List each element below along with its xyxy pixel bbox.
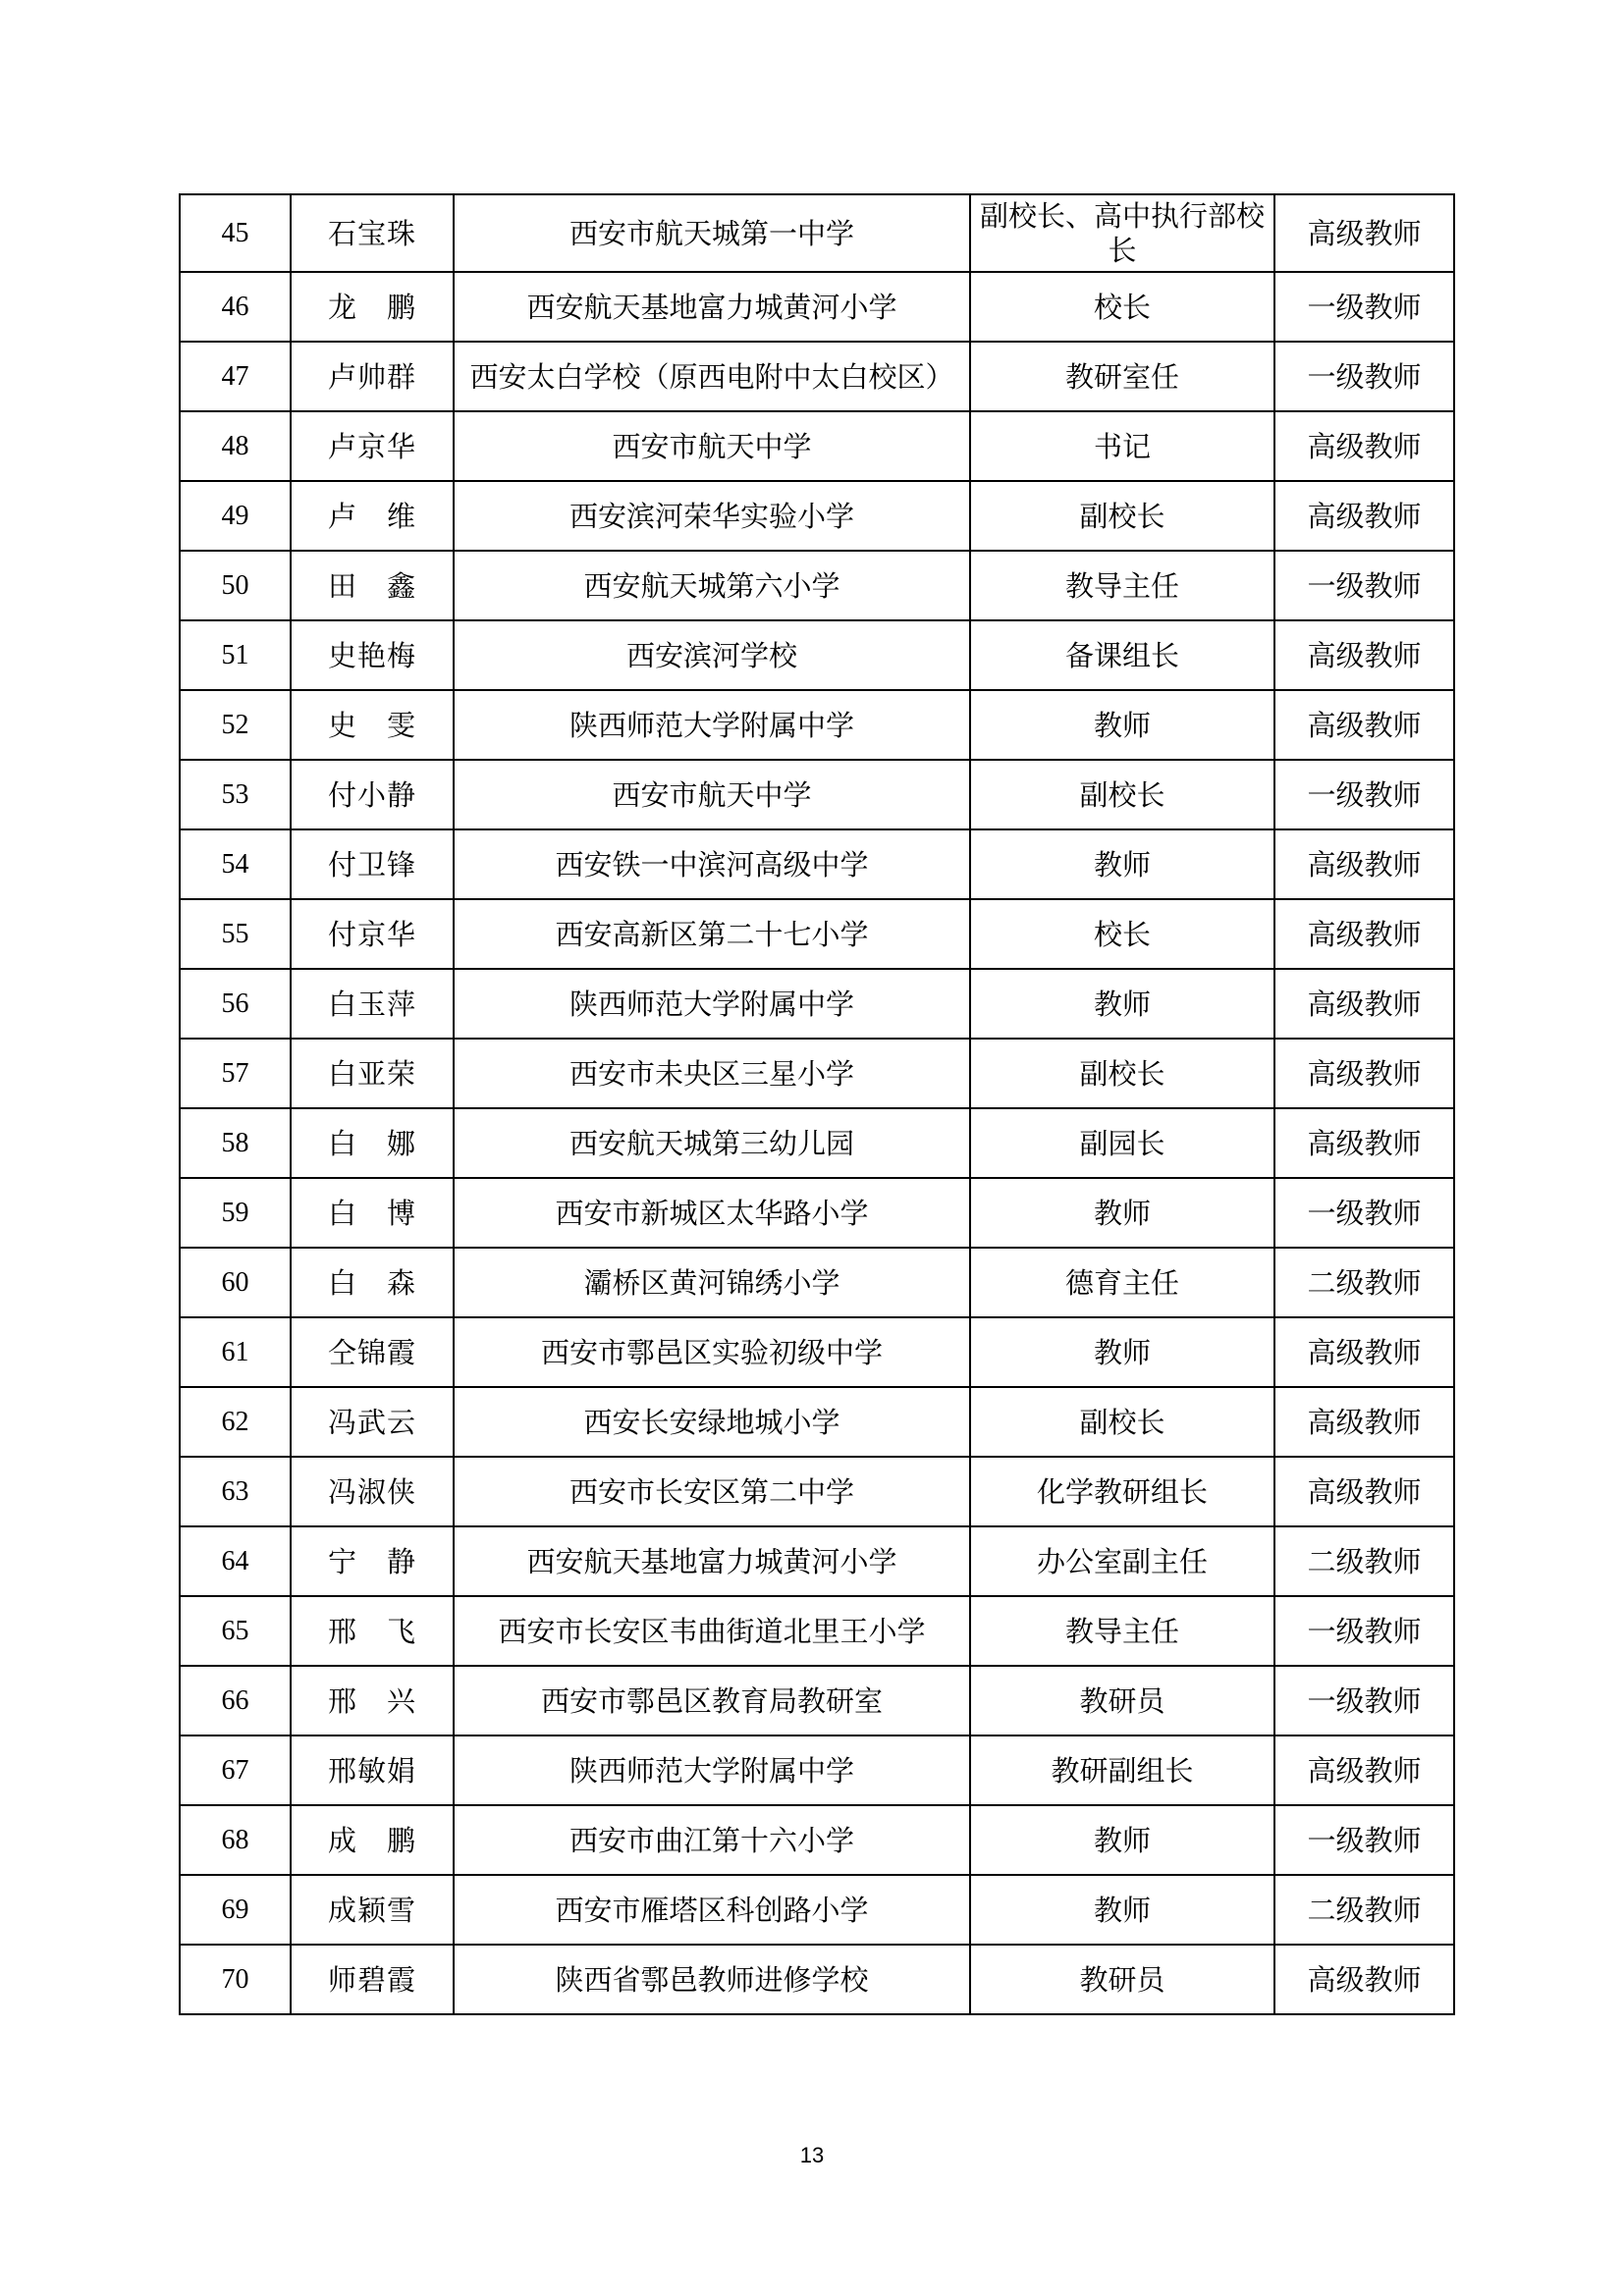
position-cell: 教导主任 [970, 1596, 1274, 1666]
school-name-cell: 西安市鄠邑区教育局教研室 [454, 1666, 970, 1735]
professional-title-cell: 高级教师 [1274, 690, 1454, 760]
position-cell: 教师 [970, 1805, 1274, 1875]
table-row [180, 1735, 1454, 1805]
teacher-name-cell: 冯武云 [291, 1387, 454, 1457]
row-number-cell: 53 [180, 760, 291, 829]
table-row [180, 760, 1454, 829]
school-name-cell: 西安市雁塔区科创路小学 [454, 1875, 970, 1945]
teacher-name-cell: 师碧霞 [291, 1945, 454, 2014]
professional-title-cell: 高级教师 [1274, 1945, 1454, 2014]
school-name-cell: 西安市航天中学 [454, 760, 970, 829]
position-cell: 教导主任 [970, 551, 1274, 620]
teacher-name-cell: 田 鑫 [291, 551, 454, 620]
professional-title-cell: 高级教师 [1274, 1387, 1454, 1457]
row-number-cell: 46 [180, 272, 291, 342]
school-name-cell: 陕西师范大学附属中学 [454, 1735, 970, 1805]
table-row [180, 1108, 1454, 1178]
table-row [180, 899, 1454, 969]
table-row [180, 1526, 1454, 1596]
position-cell: 教师 [970, 1178, 1274, 1248]
teacher-name-cell: 邢 兴 [291, 1666, 454, 1735]
teacher-name-cell: 白 娜 [291, 1108, 454, 1178]
row-number-cell: 58 [180, 1108, 291, 1178]
table-row [180, 1248, 1454, 1317]
teacher-name-cell: 白 森 [291, 1248, 454, 1317]
teacher-name-cell: 卢 维 [291, 481, 454, 551]
position-cell: 德育主任 [970, 1248, 1274, 1317]
row-number-cell: 52 [180, 690, 291, 760]
teacher-name-cell: 邢 飞 [291, 1596, 454, 1666]
row-number-cell: 56 [180, 969, 291, 1039]
school-name-cell: 西安航天基地富力城黄河小学 [454, 272, 970, 342]
position-cell: 教师 [970, 969, 1274, 1039]
teacher-name-cell: 付小静 [291, 760, 454, 829]
school-name-cell: 西安市长安区第二中学 [454, 1457, 970, 1526]
position-cell: 教师 [970, 829, 1274, 899]
professional-title-cell: 高级教师 [1274, 899, 1454, 969]
table-row [180, 1666, 1454, 1735]
professional-title-cell: 高级教师 [1274, 411, 1454, 481]
school-name-cell: 西安铁一中滨河高级中学 [454, 829, 970, 899]
school-name-cell: 西安市航天城第一中学 [454, 194, 970, 272]
row-number-cell: 67 [180, 1735, 291, 1805]
school-name-cell: 西安滨河学校 [454, 620, 970, 690]
professional-title-cell: 一级教师 [1274, 272, 1454, 342]
professional-title-cell: 一级教师 [1274, 1596, 1454, 1666]
row-number-cell: 54 [180, 829, 291, 899]
table-row [180, 1039, 1454, 1108]
table-row [180, 690, 1454, 760]
position-cell: 副校长 [970, 481, 1274, 551]
school-name-cell: 西安长安绿地城小学 [454, 1387, 970, 1457]
table-row [180, 1875, 1454, 1945]
table-row [180, 829, 1454, 899]
position-cell: 化学教研组长 [970, 1457, 1274, 1526]
professional-title-cell: 高级教师 [1274, 1457, 1454, 1526]
position-cell: 校长 [970, 272, 1274, 342]
professional-title-cell: 一级教师 [1274, 1805, 1454, 1875]
school-name-cell: 灞桥区黄河锦绣小学 [454, 1248, 970, 1317]
row-number-cell: 61 [180, 1317, 291, 1387]
row-number-cell: 48 [180, 411, 291, 481]
professional-title-cell: 高级教师 [1274, 1039, 1454, 1108]
position-cell: 办公室副主任 [970, 1526, 1274, 1596]
table-row [180, 272, 1454, 342]
school-name-cell: 西安市长安区韦曲街道北里王小学 [454, 1596, 970, 1666]
position-cell: 副园长 [970, 1108, 1274, 1178]
professional-title-cell: 高级教师 [1274, 194, 1454, 272]
row-number-cell: 63 [180, 1457, 291, 1526]
position-cell: 教师 [970, 1317, 1274, 1387]
school-name-cell: 西安市鄠邑区实验初级中学 [454, 1317, 970, 1387]
row-number-cell: 68 [180, 1805, 291, 1875]
teacher-name-cell: 白 博 [291, 1178, 454, 1248]
table-row [180, 1945, 1454, 2014]
professional-title-cell: 一级教师 [1274, 1666, 1454, 1735]
position-cell: 教研员 [970, 1945, 1274, 2014]
row-number-cell: 50 [180, 551, 291, 620]
row-number-cell: 60 [180, 1248, 291, 1317]
school-name-cell: 西安市曲江第十六小学 [454, 1805, 970, 1875]
professional-title-cell: 一级教师 [1274, 342, 1454, 411]
table-row [180, 1317, 1454, 1387]
teacher-name-cell: 冯淑侠 [291, 1457, 454, 1526]
teacher-name-cell: 邢敏娟 [291, 1735, 454, 1805]
school-name-cell: 陕西师范大学附属中学 [454, 690, 970, 760]
school-name-cell: 西安航天基地富力城黄河小学 [454, 1526, 970, 1596]
table-row [180, 1387, 1454, 1457]
position-cell: 校长 [970, 899, 1274, 969]
table-row [180, 342, 1454, 411]
position-cell: 备课组长 [970, 620, 1274, 690]
professional-title-cell: 高级教师 [1274, 969, 1454, 1039]
teacher-name-cell: 史 雯 [291, 690, 454, 760]
professional-title-cell: 一级教师 [1274, 760, 1454, 829]
professional-title-cell: 高级教师 [1274, 1317, 1454, 1387]
position-cell: 书记 [970, 411, 1274, 481]
teacher-name-cell: 石宝珠 [291, 194, 454, 272]
professional-title-cell: 一级教师 [1274, 1178, 1454, 1248]
row-number-cell: 66 [180, 1666, 291, 1735]
professional-title-cell: 二级教师 [1274, 1526, 1454, 1596]
position-cell: 教师 [970, 1875, 1274, 1945]
row-number-cell: 70 [180, 1945, 291, 2014]
table-row [180, 1178, 1454, 1248]
school-name-cell: 西安市未央区三星小学 [454, 1039, 970, 1108]
row-number-cell: 59 [180, 1178, 291, 1248]
row-number-cell: 64 [180, 1526, 291, 1596]
school-name-cell: 西安市航天中学 [454, 411, 970, 481]
teacher-name-cell: 仝锦霞 [291, 1317, 454, 1387]
teacher-name-cell: 成 鹏 [291, 1805, 454, 1875]
teacher-name-cell: 白亚荣 [291, 1039, 454, 1108]
table-row [180, 481, 1454, 551]
position-cell: 副校长 [970, 1039, 1274, 1108]
page-number: 13 [799, 2143, 825, 2167]
table-row [180, 969, 1454, 1039]
table-row [180, 411, 1454, 481]
position-cell: 教研室任 [970, 342, 1274, 411]
row-number-cell: 45 [180, 194, 291, 272]
table-row [180, 194, 1454, 272]
roster-body [180, 194, 1454, 2014]
teacher-name-cell: 付京华 [291, 899, 454, 969]
professional-title-cell: 二级教师 [1274, 1875, 1454, 1945]
professional-title-cell: 高级教师 [1274, 829, 1454, 899]
position-cell: 教研副组长 [970, 1735, 1274, 1805]
school-name-cell: 西安太白学校（原西电附中太白校区） [454, 342, 970, 411]
row-number-cell: 69 [180, 1875, 291, 1945]
teacher-name-cell: 成颖雪 [291, 1875, 454, 1945]
row-number-cell: 47 [180, 342, 291, 411]
teacher-name-cell: 宁 静 [291, 1526, 454, 1596]
table-row [180, 1457, 1454, 1526]
position-cell: 副校长 [970, 1387, 1274, 1457]
row-number-cell: 49 [180, 481, 291, 551]
school-name-cell: 陕西师范大学附属中学 [454, 969, 970, 1039]
professional-title-cell: 高级教师 [1274, 481, 1454, 551]
position-cell: 教师 [970, 690, 1274, 760]
professional-title-cell: 高级教师 [1274, 1108, 1454, 1178]
teacher-name-cell: 卢京华 [291, 411, 454, 481]
row-number-cell: 51 [180, 620, 291, 690]
school-name-cell: 西安滨河荣华实验小学 [454, 481, 970, 551]
school-name-cell: 西安高新区第二十七小学 [454, 899, 970, 969]
teacher-name-cell: 白玉萍 [291, 969, 454, 1039]
professional-title-cell: 二级教师 [1274, 1248, 1454, 1317]
professional-title-cell: 一级教师 [1274, 551, 1454, 620]
table-row [180, 551, 1454, 620]
school-name-cell: 西安航天城第三幼儿园 [454, 1108, 970, 1178]
professional-title-cell: 高级教师 [1274, 620, 1454, 690]
table-row [180, 1805, 1454, 1875]
school-name-cell: 陕西省鄠邑教师进修学校 [454, 1945, 970, 2014]
table-row [180, 1596, 1454, 1666]
position-cell: 副校长 [970, 760, 1274, 829]
position-cell: 教研员 [970, 1666, 1274, 1735]
table-row [180, 620, 1454, 690]
row-number-cell: 65 [180, 1596, 291, 1666]
position-cell: 副校长、高中执行部校长 [970, 194, 1274, 272]
teacher-name-cell: 史艳梅 [291, 620, 454, 690]
row-number-cell: 57 [180, 1039, 291, 1108]
professional-title-cell: 高级教师 [1274, 1735, 1454, 1805]
school-name-cell: 西安市新城区太华路小学 [454, 1178, 970, 1248]
row-number-cell: 62 [180, 1387, 291, 1457]
row-number-cell: 55 [180, 899, 291, 969]
teacher-name-cell: 卢帅群 [291, 342, 454, 411]
school-name-cell: 西安航天城第六小学 [454, 551, 970, 620]
roster-table [179, 193, 1455, 2015]
teacher-name-cell: 龙 鹏 [291, 272, 454, 342]
teacher-name-cell: 付卫锋 [291, 829, 454, 899]
